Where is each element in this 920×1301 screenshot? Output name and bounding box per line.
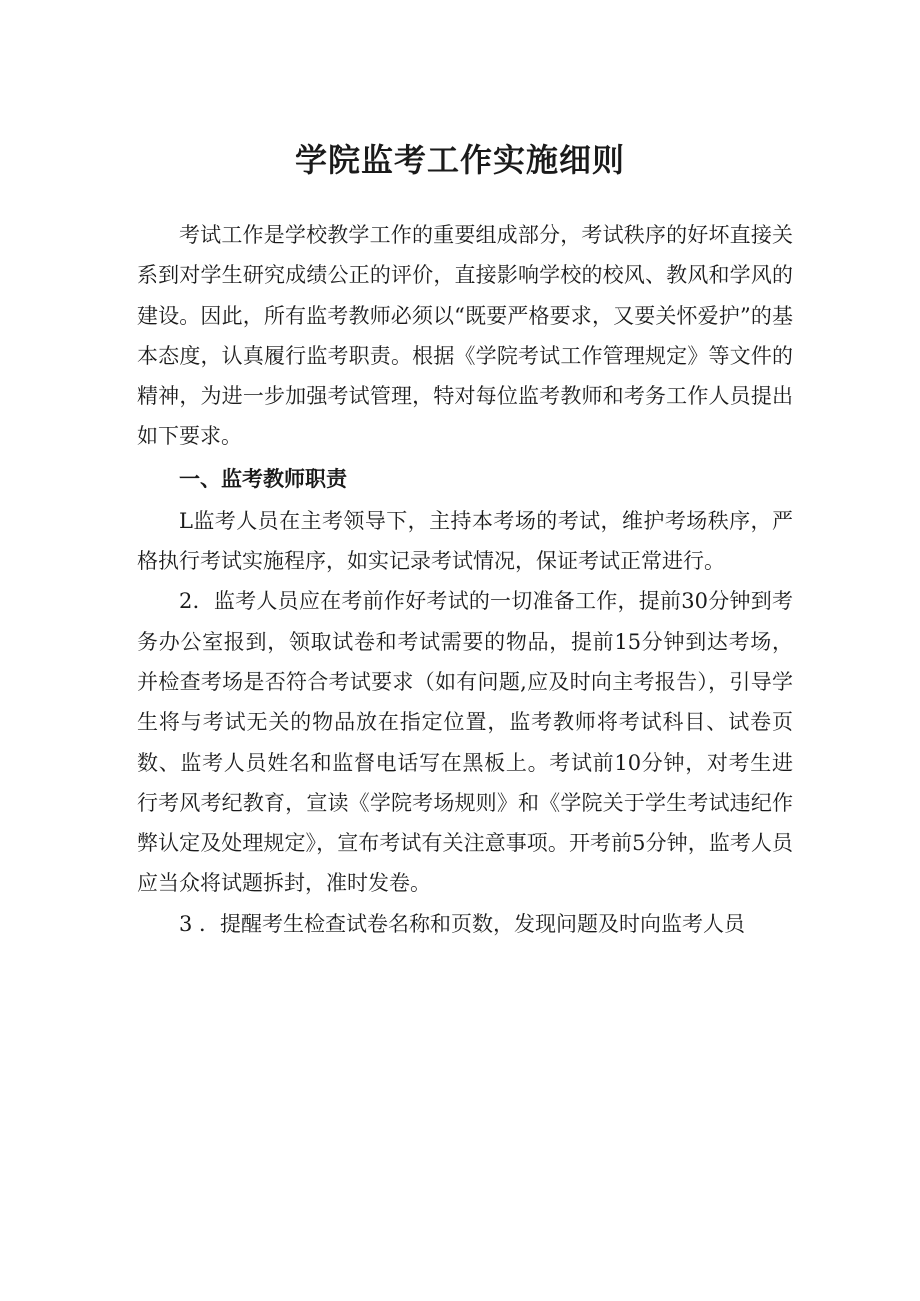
page-title: 学院监考工作实施细则 [294, 141, 625, 179]
list-item: 2．监考人员应在考前作好考试的一切准备工作，提前30分钟到考务办公室报到，领取试卷和考试需要的物品，提前15分钟到达考场，并检查考场是否符合考试要求（如有问题,应及时向主考报告），引导学生将与考试无关的物品放在指定位置，监考教师将考试科目、试卷页数、监考人员姓名和监督电话写在黑板上。考试前10分钟，对考生进行考风考纪教育，宣读《学院考场规则》和《学院关于学生考试违纪作弊认定及处理规定》，宣布考试有关注意事项。开考前5分钟，监考人员应当众将试题拆封，准时发卷。 [137, 589, 793, 896]
intro-paragraph: 考试工作是学校教学工作的重要组成部分，考试秩序的好坏直接关系到对学生研究成绩公正的评价，直接影响学校的校风、教风和学风的建设。因此，所有监考教师必须以“既要严格要求，又要关怀爱护”的基本态度，认真履行监考职责。根据《学院考试工作管理规定》等文件的精神，为进一步加强考试管理，特对每位监考教师和考务工作人员提出如下要求。 [137, 223, 793, 449]
list-item: 3 ．提醒考生检查试卷名称和页数，发现问题及时向监考人员 [179, 911, 746, 936]
section-heading: 一、监考教师职责 [179, 466, 347, 491]
document-body [137, 215, 793, 944]
list-item: L监考人员在主考领导下，主持本考场的考试，维护考场秩序，严格执行考试实施程序，如实记录考试情况，保证考试正常进行。 [137, 508, 793, 574]
